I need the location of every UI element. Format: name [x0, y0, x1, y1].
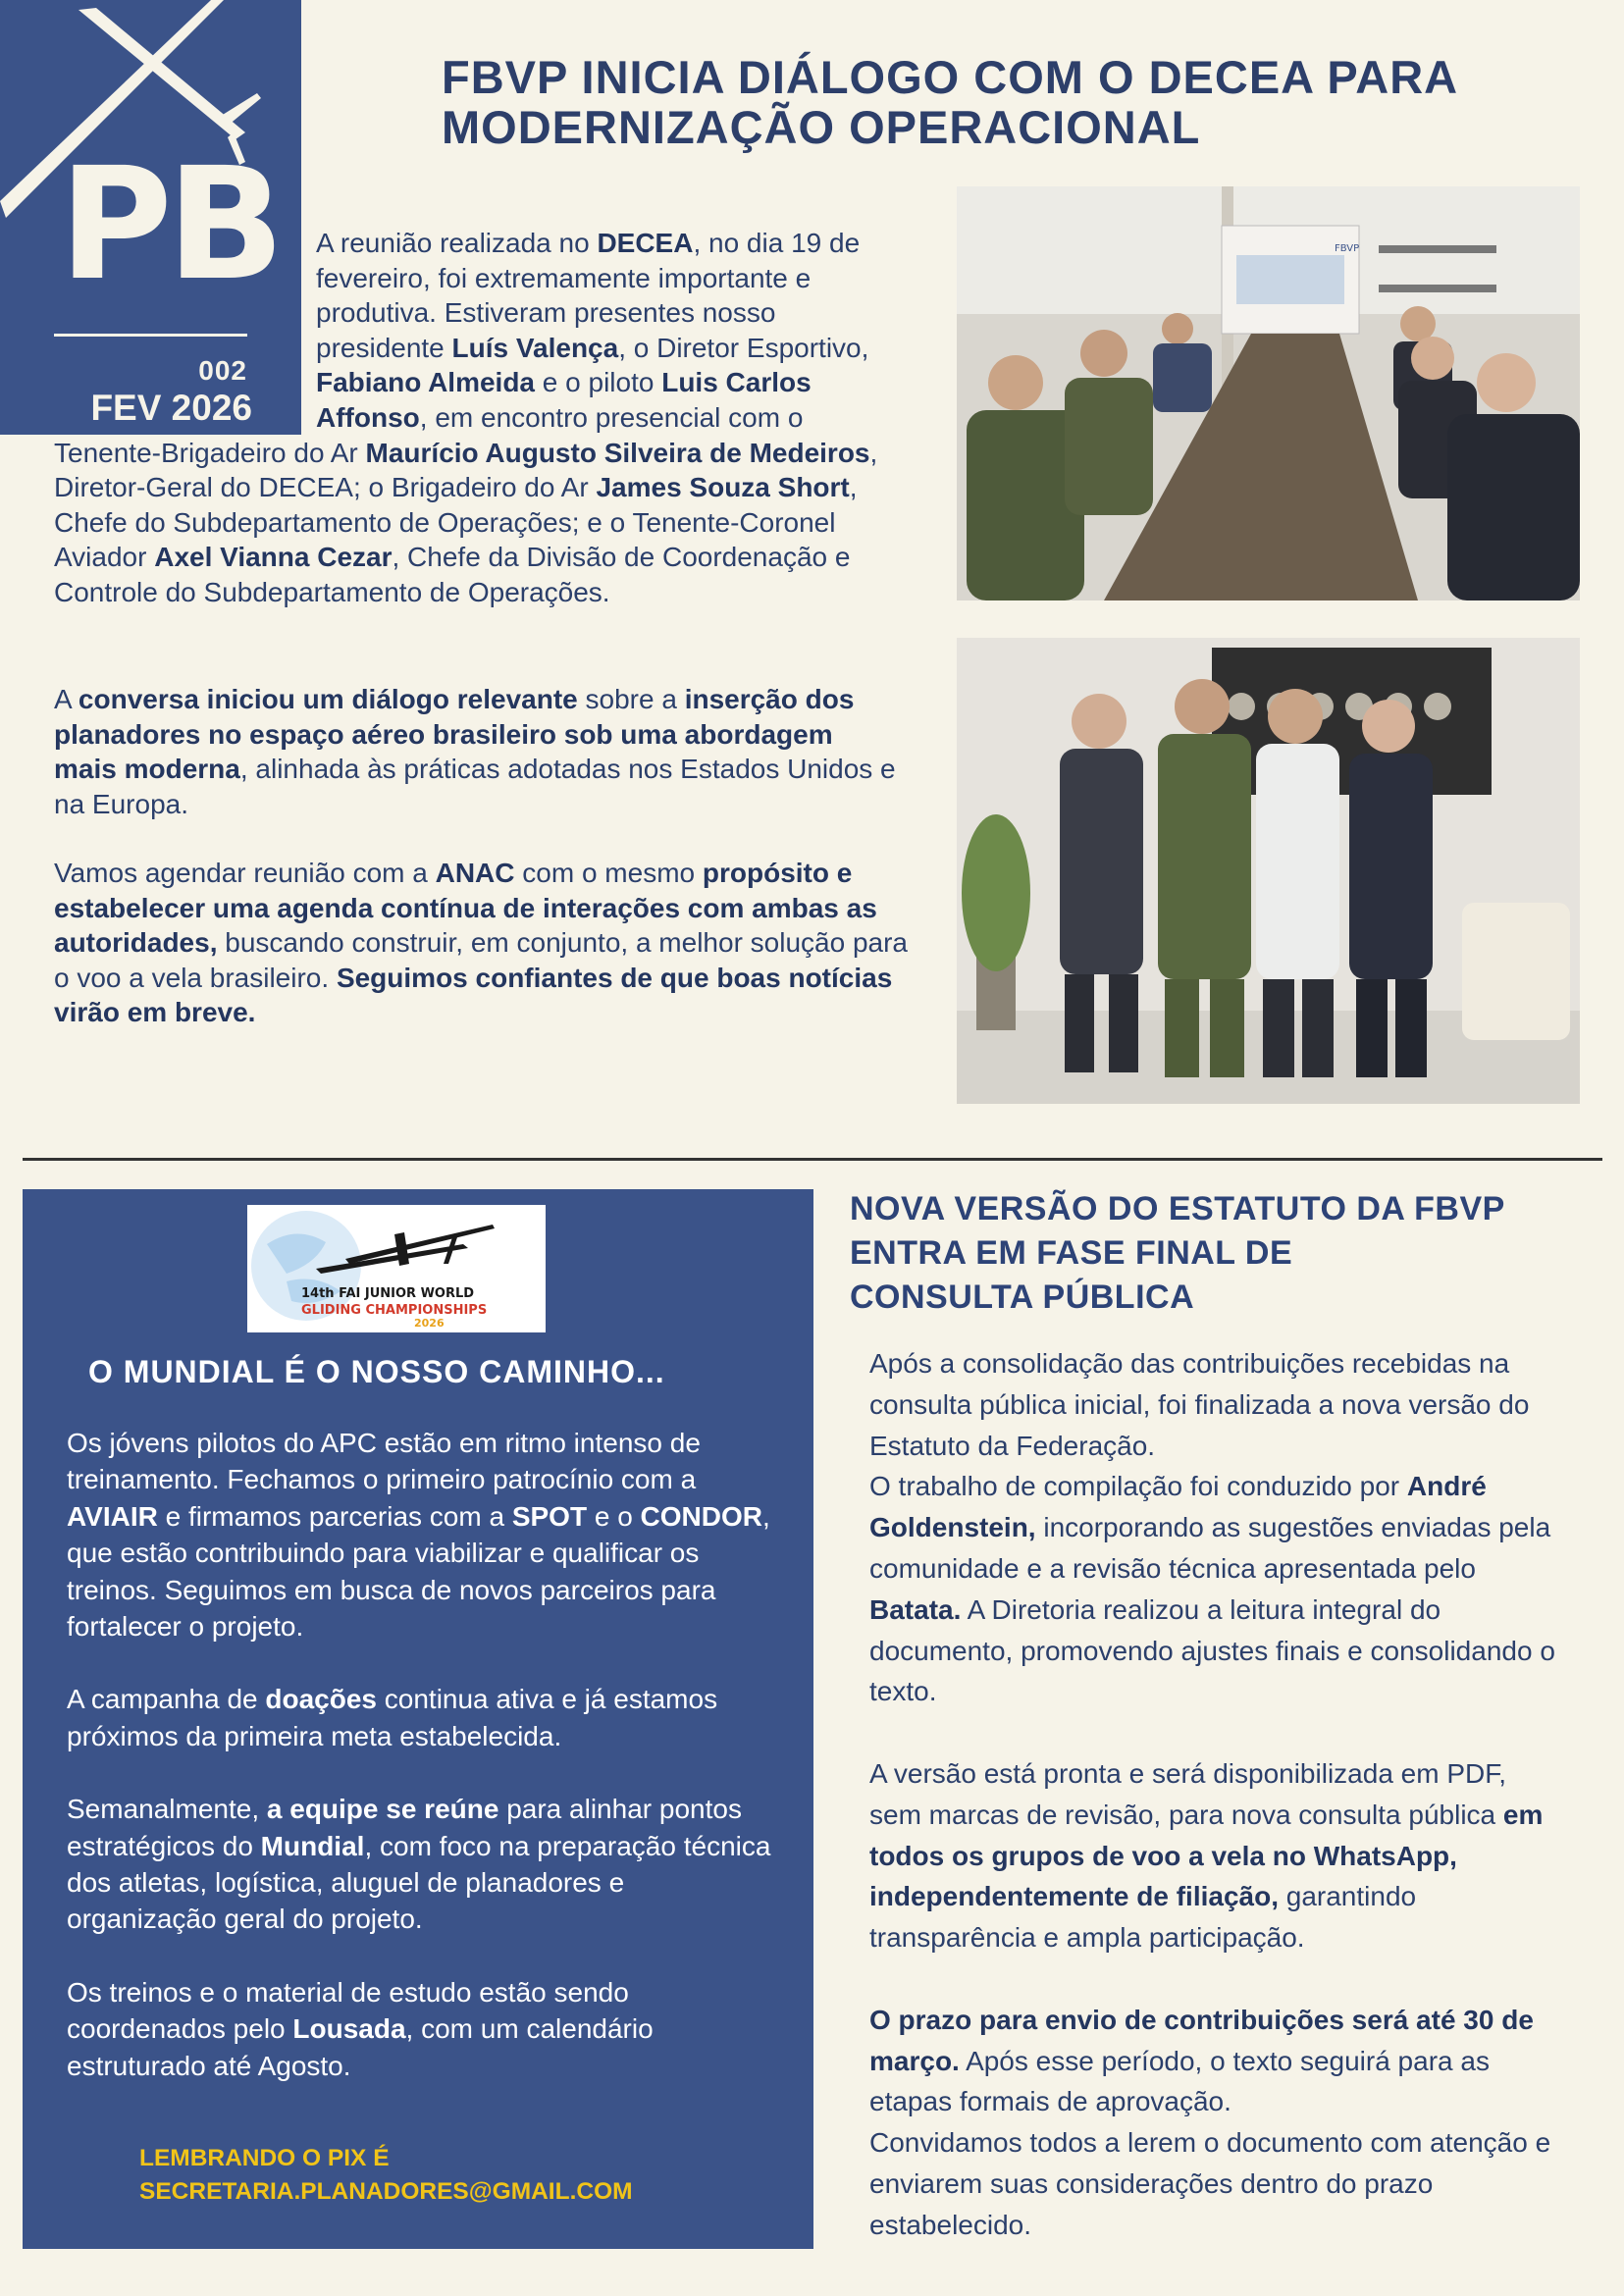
estatuto-title-line-2: ENTRA EM FASE FINAL DE [850, 1234, 1293, 1272]
article-paragraph-2: A conversa iniciou um diálogo relevante sobre a inserção dos planadores no espaço aéreo brasileiro sob uma abordagem mais moderna, alinhada às práticas adotadas nos Estados Unidos e na Europa. [54, 684, 896, 819]
issue-number: 002 [198, 355, 247, 386]
mundial-paragraph-3: Semanalmente, a equipe se reúne para alinhar pontos estratégicos do Mundial, com foco na preparação técnica dos atletas, logística, aluguel de planadores e organização geral do projeto. [67, 1794, 771, 1935]
estatuto-body [869, 1343, 1556, 2286]
estatuto-paragraph-1: Após a consolidação das contribuições recebidas na consulta pública inicial, foi finalizada a nova versão do Estatuto da Federação. O trabalho de compilação foi conduzido por André Goldenstein, incorporando as sugestões enviadas pela comunidade e a revisão técnica apresentada pelo Batata. A Diretoria realizou a leitura integral do documento, promovendo ajustes finais e consolidando o texto. [869, 1348, 1555, 1707]
screen-logo: FBVP [1335, 243, 1360, 254]
article-title: FBVP INICIA DIÁLOGO COM O DECEA PARA MODERNIZAÇÃO OPERACIONAL [442, 51, 1457, 153]
pix-label: LEMBRANDO O PIX É [139, 2145, 390, 2171]
mundial-paragraph-1: Os jóvens pilotos do APC estão em ritmo intenso de treinamento. Fechamos o primeiro patrocínio com a AVIAIR e firmamos parcerias com a SPOT e o CONDOR, que estão contribuindo para viabilizar e qualificar os treinos. Seguimos em busca de novos parceiros para fortalecer o projeto. [67, 1428, 770, 1643]
group-scene [957, 638, 1580, 1104]
section-divider [23, 1158, 1602, 1161]
estatuto-paragraph-2: A versão está pronta e será disponibilizada em PDF, sem marcas de revisão, para nova consulta pública em todos os grupos de voo a vela no WhatsApp, independentemente de filiação, garantindo transparência e ampla participação. [869, 1757, 1544, 1954]
mundial-title: O MUNDIAL É O NOSSO CAMINHO... [88, 1354, 665, 1389]
meeting-photo [957, 186, 1580, 600]
group-photo [957, 638, 1580, 1104]
logo-line-1: 14th FAI JUNIOR WORLD [301, 1286, 475, 1301]
championship-emblem [247, 1205, 546, 1332]
mundial-body [67, 1425, 773, 2120]
article-intro [54, 226, 908, 610]
meeting-scene [957, 186, 1580, 600]
logo-line-2: GLIDING CHAMPIONSHIPS [301, 1303, 488, 1318]
estatuto-paragraph-3: O prazo para envio de contribuições será até 30 de março. Após esse período, o texto seguirá para as etapas formais de aprovação. Convidamos todos a lerem o documento com atenção e enviarem suas considerações dentro do prazo estabelecido. [869, 2004, 1551, 2240]
issue-date: FEV 2026 [90, 388, 252, 428]
pix-reminder [139, 2142, 633, 2209]
estatuto-title-line-1: NOVA VERSÃO DO ESTATUTO DA FBVP [850, 1190, 1505, 1227]
estatuto-title-line-3: CONSULTA PÚBLICA [850, 1278, 1195, 1316]
championship-logo [247, 1205, 546, 1332]
article-paragraph-3: Vamos agendar reunião com a ANAC com o mesmo propósito e estabelecer uma agenda contínua de interações com ambas as autoridades, buscando construir, em conjunto, a melhor solução para o voo a vela brasileiro. Seguimos confiantes de que boas notícias virão em breve. [54, 858, 908, 1028]
publication-logo: PB [59, 134, 280, 315]
logo-year: 2026 [414, 1317, 445, 1330]
mundial-paragraph-4: Os treinos e o material de estudo estão sendo coordenados pelo Lousada, com um calendário estruturado até Agosto. [67, 1976, 654, 2081]
estatuto-title [850, 1187, 1596, 1320]
article-paragraph-1: A reunião realizada no DECEA, no dia 19 de fevereiro, foi extremamente importante e produtiva. Estiveram presentes nosso presidente Luís Valença, o Diretor Esportivo, Fabiano Almeida e o piloto Luis Carlos Affonso, em encontro presencial com o Tenente-Brigadeiro do Ar Maurício Augusto Silveira de Medeiros, Diretor-Geral do DECEA; o Brigadeiro do Ar James Souza Short, Chefe do Subdepartamento de Operações; e o Tenente-Coronel Aviador Axel Vianna Cezar, Chefe da Divisão de Coordenação e Controle do Subdepartamento de Operações. [54, 228, 878, 607]
mundial-paragraph-2: A campanha de doações continua ativa e já estamos próximos da primeira meta estabelecida. [67, 1684, 718, 1751]
masthead-spacer [54, 226, 316, 434]
pix-email: SECRETARIA.PLANADORES@GMAIL.COM [139, 2178, 633, 2205]
